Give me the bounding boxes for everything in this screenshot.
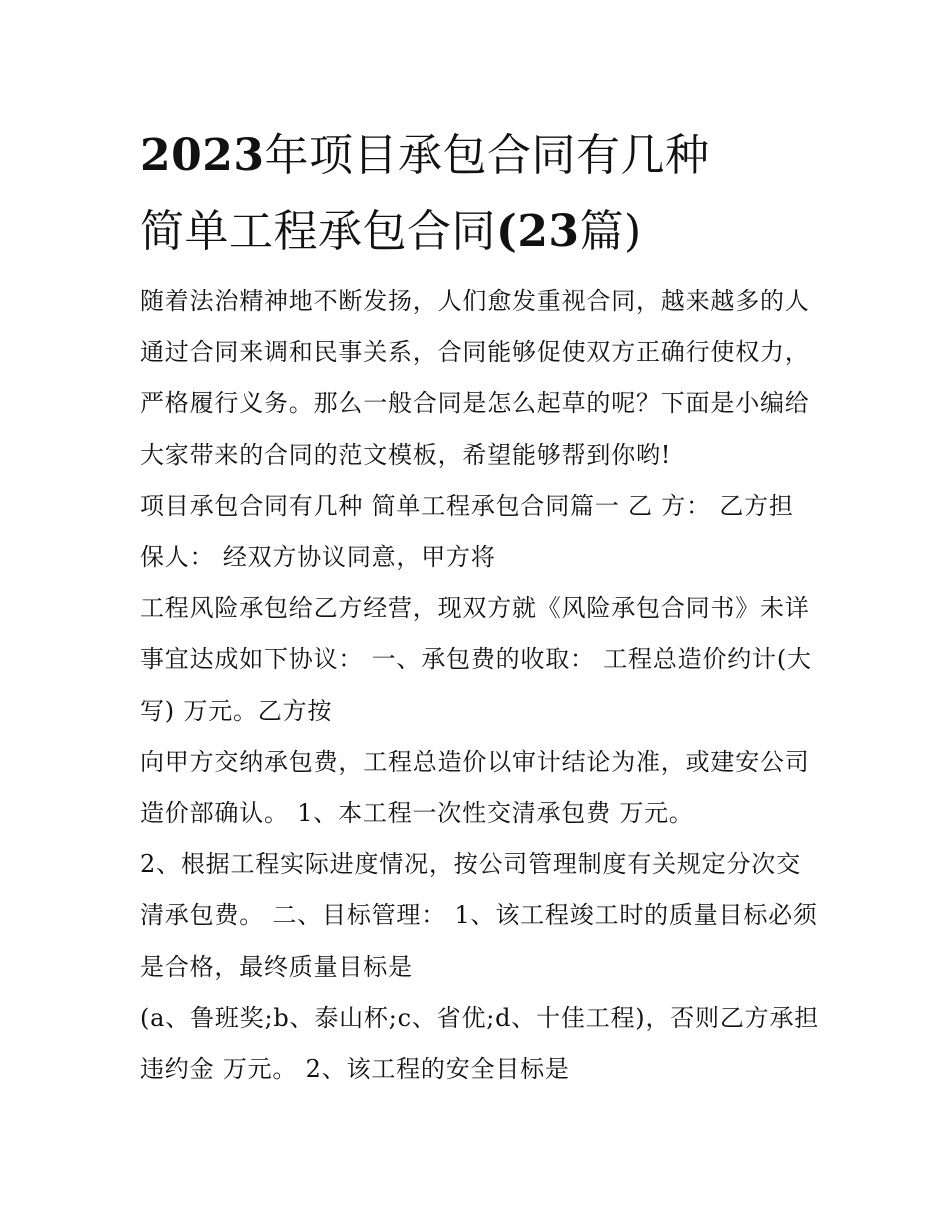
body-line: 严格履行义务。那么一般合同是怎么起草的呢？下面是小编给: [140, 389, 810, 418]
title-line-2-text: 简单工程承包合同: [140, 206, 496, 257]
document-body: [140, 276, 830, 1095]
body-line: 造价部确认。 1、本工程一次性交清承包费 万元。: [140, 799, 694, 828]
body-line: 大家带来的合同的范文模板，希望能够帮到你哟!: [140, 440, 672, 469]
body-line: 清承包费。 二、目标管理： 1、该工程竣工时的质量目标必须: [140, 901, 818, 930]
body-line: 随着法治精神地不断发扬，人们愈发重视合同，越来越多的人: [140, 287, 810, 315]
title-year: 2023: [140, 130, 265, 181]
title-line-1: [140, 118, 830, 194]
body-line: 写) 万元。乙方按: [140, 696, 333, 725]
body-line: 向甲方交纳承包费，工程总造价以审计结论为准，或建安公司: [140, 747, 810, 776]
body-line: 工程风险承包给乙方经营，现双方就《风险承包合同书》未详: [140, 594, 810, 623]
document-title: [140, 118, 830, 270]
body-line: 通过合同来调和民事关系，合同能够促使双方正确行使权力，: [140, 338, 810, 367]
body-line: 是合格，最终质量目标是: [140, 952, 413, 981]
title-line-2-tail: 篇): [579, 206, 642, 257]
body-line: 事宜达成如下协议： 一、承包费的收取： 工程总造价约计(大: [140, 645, 812, 674]
title-count: (23: [496, 206, 580, 257]
body-line: 违约金 万元。 2、该工程的安全目标是: [140, 1055, 570, 1084]
title-line-2: [140, 194, 830, 270]
body-line: 2、根据工程实际进度情况，按公司管理制度有关规定分次交: [140, 850, 801, 879]
body-line: 项目承包合同有几种 简单工程承包合同篇一 乙 方： 乙方担: [140, 491, 794, 520]
title-line-1-text: 年项目承包合同有几种: [264, 130, 710, 181]
body-line: 保人： 经双方协议同意，甲方将: [140, 543, 496, 572]
body-line: (a、鲁班奖;b、泰山杯;c、省优;d、十佳工程)，否则乙方承担: [140, 1003, 820, 1032]
